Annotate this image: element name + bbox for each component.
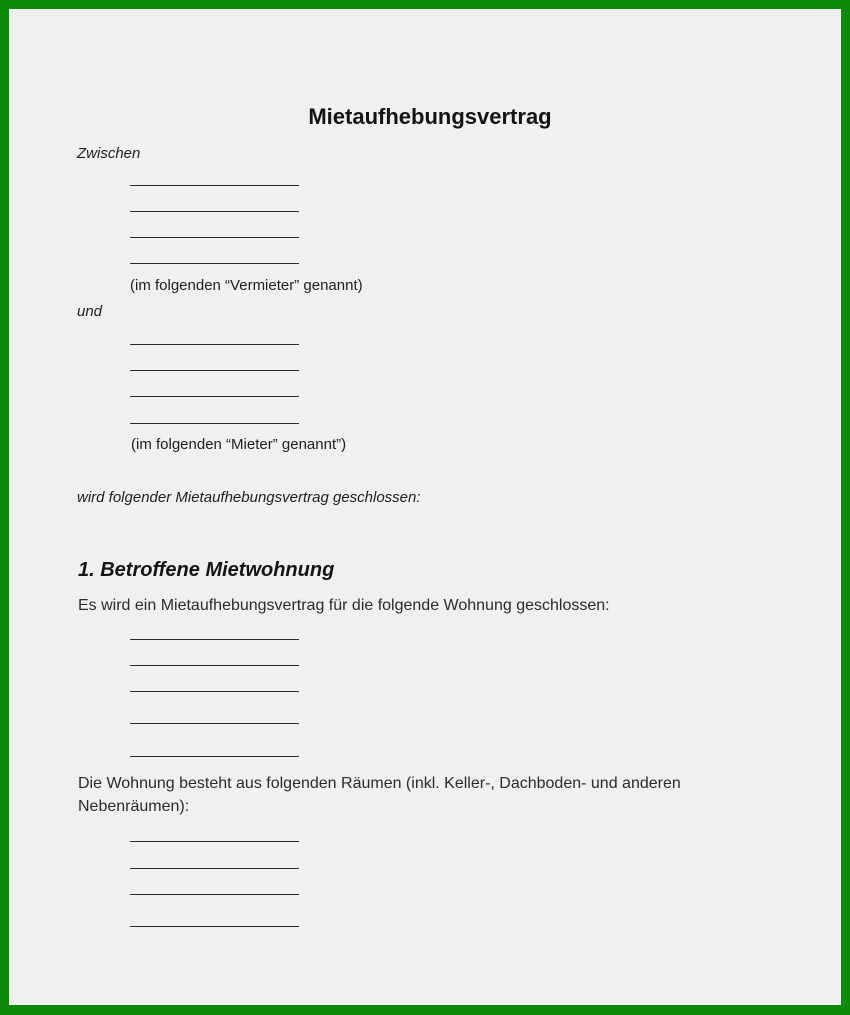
tenant-blank-line <box>130 370 299 371</box>
and-label: und <box>77 303 103 320</box>
landlord-blank-line <box>130 263 299 264</box>
tenant-note: (im folgenden “Mieter” genannt”) <box>131 436 347 453</box>
document-page <box>9 9 841 1005</box>
tenant-blank-line <box>130 396 299 397</box>
page-title: Mietaufhebungsvertrag <box>308 104 552 129</box>
section-1-intro: Es wird ein Mietaufhebungsvertrag für die folgende Wohnung geschlossen: <box>78 597 610 614</box>
concluded-text: wird folgender Mietaufhebungsvertrag geschlossen: <box>77 489 421 506</box>
apartment-blank-line <box>130 639 299 640</box>
apartment-blank-line <box>130 665 299 666</box>
landlord-note: (im folgenden “Vermieter” genannt) <box>130 277 363 294</box>
rooms-blank-line <box>130 926 299 927</box>
tenant-blank-line <box>130 344 299 345</box>
landlord-blank-line <box>130 185 299 186</box>
between-label: Zwischen <box>77 145 141 162</box>
rooms-blank-line <box>130 894 299 895</box>
landlord-blank-line <box>130 237 299 238</box>
rooms-blank-line <box>130 868 299 869</box>
rooms-text: Die Wohnung besteht aus folgenden Räumen (inkl. Keller-, Dachboden- und anderen Nebenräumen): <box>78 775 681 815</box>
apartment-blank-line <box>130 691 299 692</box>
landlord-blank-line <box>130 211 299 212</box>
rooms-blank-line <box>130 841 299 842</box>
apartment-blank-line <box>130 723 299 724</box>
apartment-blank-line <box>130 756 299 757</box>
tenant-blank-line <box>130 423 299 424</box>
section-1-heading: 1. Betroffene Mietwohnung <box>78 559 335 581</box>
